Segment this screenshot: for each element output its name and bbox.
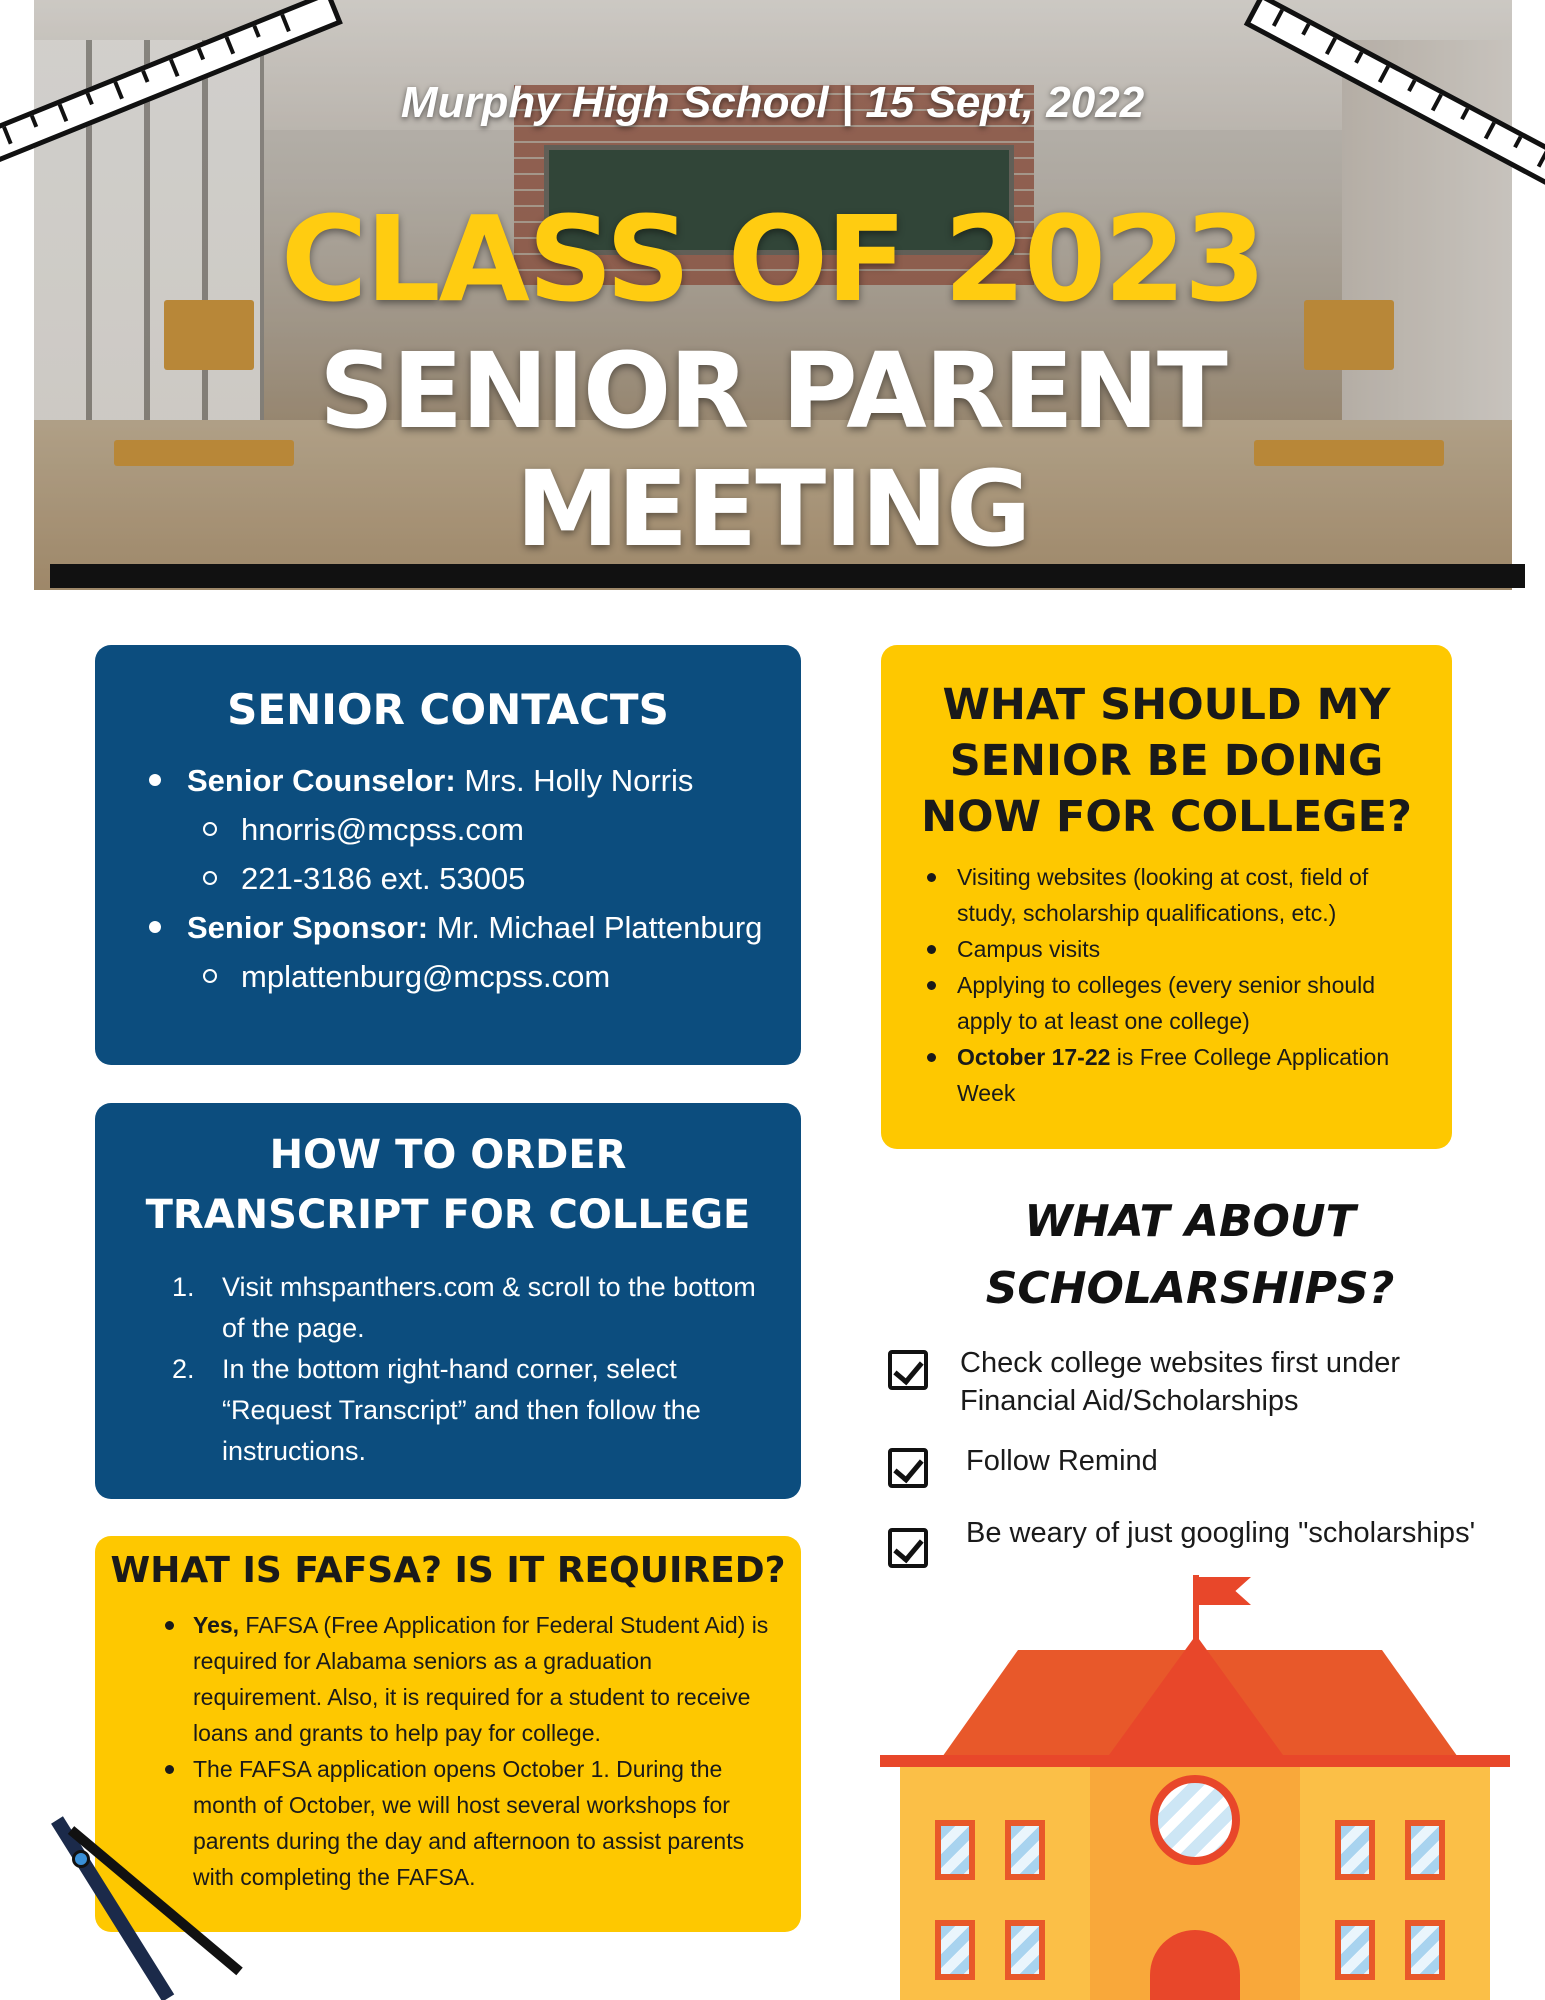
title-class-of: CLASS OF 2023 [280, 190, 1265, 328]
college-title-line2: SENIOR BE DOING [949, 736, 1384, 786]
counselor-phone: 221-3186 ext. 53005 [199, 854, 801, 903]
step-text: In the bottom right-hand corner, select “Request Transcript” and then follow the instructions. [222, 1354, 701, 1466]
step-number: 1. [172, 1272, 195, 1302]
college-item-text: is Free College Application Week [957, 1044, 1390, 1106]
title-senior-parent: SENIOR PARENT [319, 330, 1226, 452]
application-week-dates: October 17-22 [957, 1044, 1111, 1070]
scholarships-title [900, 1188, 1480, 1322]
sponsor-name: Mr. Michael Plattenburg [428, 910, 763, 945]
fafsa-yes: Yes, [193, 1612, 240, 1638]
sponsor-item [145, 903, 801, 1001]
counselor-email[interactable]: hnorris@mcpss.com [199, 805, 801, 854]
scholarship-check-text: Follow Remind [966, 1445, 1158, 1477]
transcript-title-line2: TRANSCRIPT FOR COLLEGE [145, 1192, 751, 1238]
transcript-title [95, 1103, 801, 1245]
step-text: Visit mhspanthers.com & scroll to the bottom of the page. [222, 1272, 756, 1343]
scholarships-title-line1: WHAT ABOUT [1024, 1196, 1356, 1247]
transcript-card [95, 1103, 801, 1499]
scholarship-check-item [888, 1514, 1478, 1568]
transcript-steps [95, 1245, 801, 1472]
college-item [925, 1039, 1432, 1111]
fafsa-item-text: The FAFSA application opens October 1. During the month of October, we will host several workshops for parents during the day and afternoon to assist parents with completing the FAFSA. [193, 1756, 745, 1890]
check-icon [888, 1528, 928, 1568]
college-title-line1: WHAT SHOULD MY [942, 680, 1391, 730]
flag-icon [1199, 1577, 1251, 1605]
fafsa-item [165, 1751, 771, 1895]
college-card [881, 645, 1452, 1149]
senior-contacts-title: SENIOR CONTACTS [227, 685, 669, 734]
sponsor-email[interactable]: mplattenburg@mcpss.com [199, 952, 801, 1001]
college-item: Campus visits [925, 931, 1432, 967]
counselor-name: Mrs. Holly Norris [455, 763, 694, 798]
scholarships-title-line2: SCHOLARSHIPS? [985, 1263, 1395, 1314]
step-number: 2. [172, 1354, 195, 1384]
scholarship-check-text: Be weary of just googling "scholarships' [966, 1517, 1476, 1549]
check-icon [888, 1350, 928, 1390]
scholarship-check-text: Check college websites first under Financial Aid/Scholarships [960, 1347, 1401, 1417]
fafsa-item [165, 1607, 771, 1751]
header-subtitle: Murphy High School | 15 Sept, 2022 [400, 78, 1145, 127]
fafsa-item-text: FAFSA (Free Application for Federal Student Aid) is required for Alabama seniors as a graduation requirement. Also, it is required for a student to receive loans and grants to help pay for college. [193, 1612, 769, 1746]
college-item: Visiting websites (looking at cost, field of study, scholarship qualifications, etc.) [925, 859, 1432, 931]
counselor-label: Senior Counselor: [187, 763, 456, 798]
title-meeting: MEETING [515, 448, 1030, 570]
transcript-step [172, 1267, 771, 1349]
fafsa-title: WHAT IS FAFSA? IS IT REQUIRED? [110, 1550, 786, 1591]
transcript-step [172, 1349, 771, 1472]
college-item: Applying to colleges (every senior should apply to at least one college) [925, 967, 1432, 1039]
college-title-line3: NOW FOR COLLEGE? [921, 792, 1412, 842]
senior-contacts-card [95, 645, 801, 1065]
scholarship-check-item [888, 1442, 1478, 1488]
compass-icon [20, 1820, 210, 2000]
check-icon [888, 1448, 928, 1488]
college-title [881, 645, 1452, 845]
contact-list [95, 734, 801, 1001]
sponsor-label: Senior Sponsor: [187, 910, 429, 945]
college-list [881, 845, 1452, 1111]
school-building-icon [880, 1575, 1510, 2000]
transcript-title-line1: HOW TO ORDER [269, 1132, 627, 1178]
counselor-item [145, 756, 801, 903]
scholarship-check-item [888, 1344, 1478, 1420]
